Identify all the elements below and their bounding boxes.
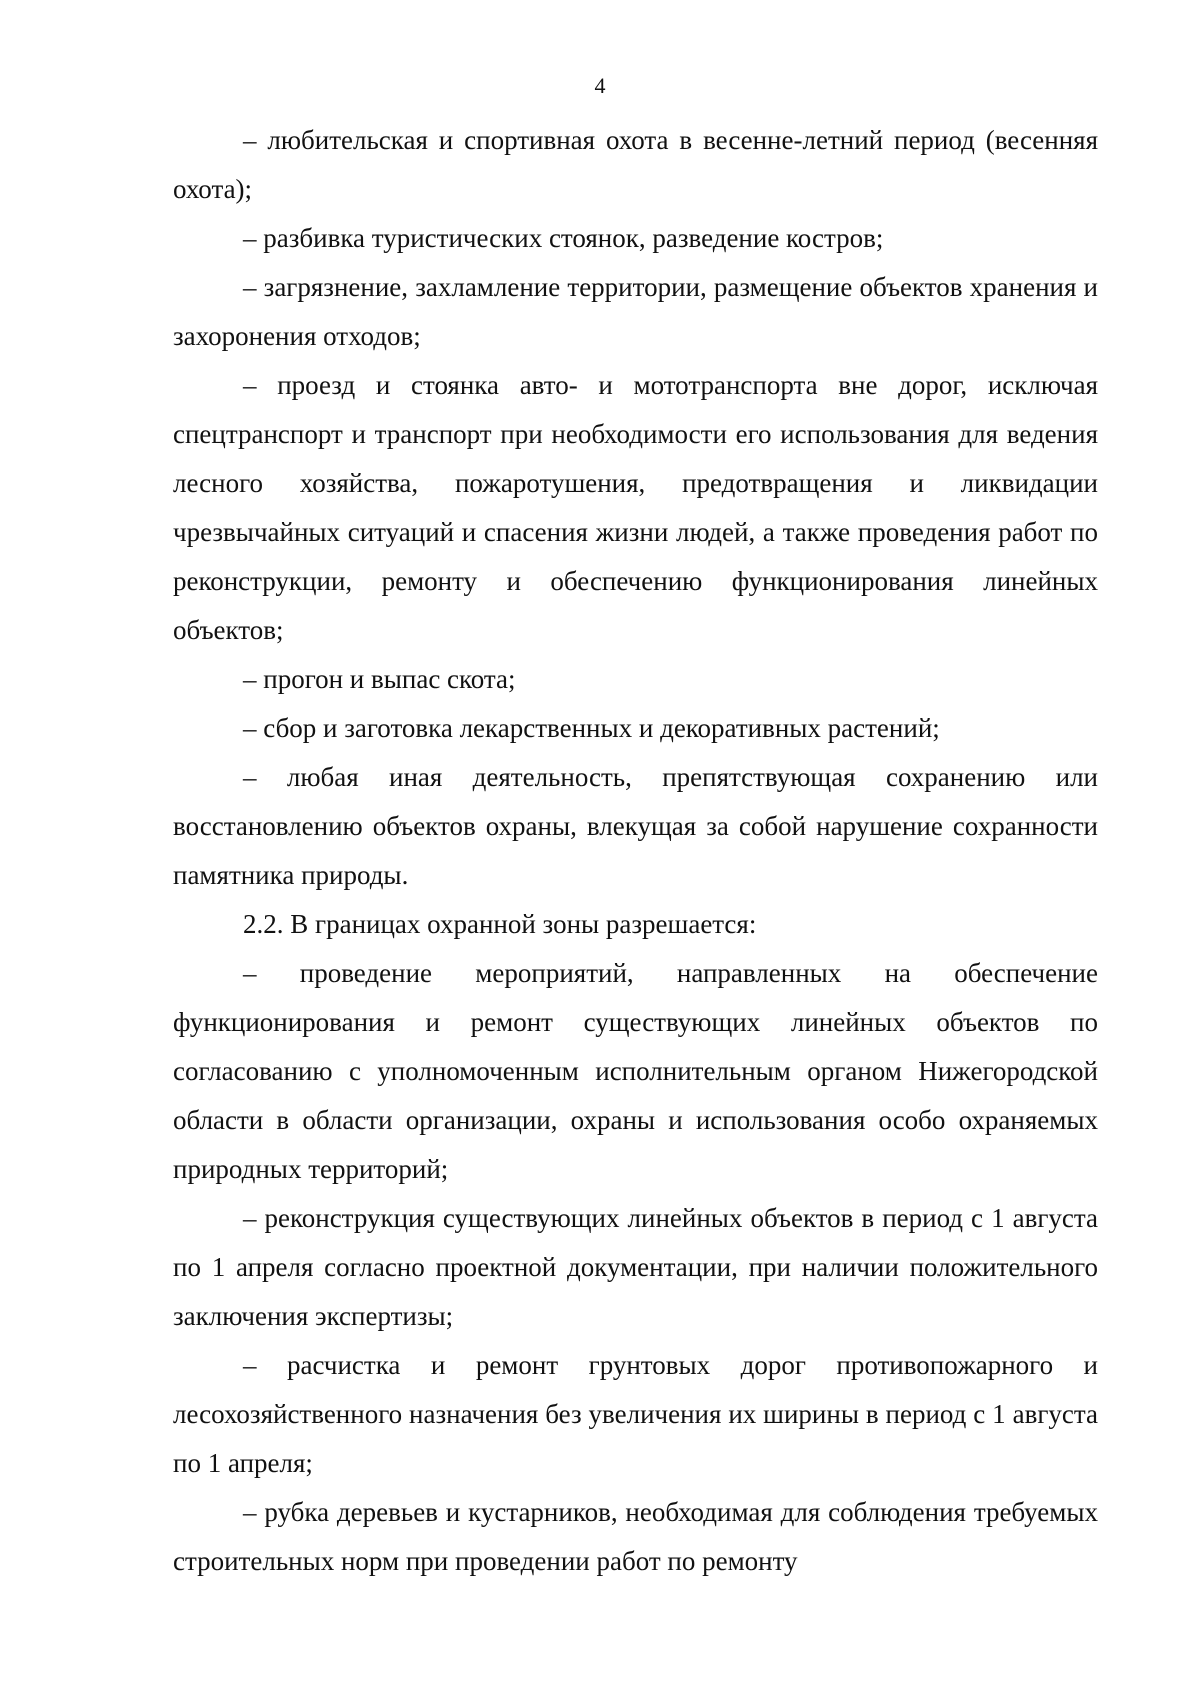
- list-item-livestock-grazing: – прогон и выпас скота;: [243, 664, 516, 694]
- list-item-plant-harvesting: – сбор и заготовка лекарственных и декоративных растений;: [243, 713, 940, 743]
- list-item-pollution: – загрязнение, захламление территории, размещение объектов хранения и захоронения отходов;: [173, 272, 1098, 351]
- list-item-linear-objects-reconstruction: – реконструкция существующих линейных объектов в период с 1 августа по 1 апреля согласно проектной документации, при наличии положительного заключения экспертизы;: [173, 1203, 1098, 1331]
- list-item-spring-hunting: – любительская и спортивная охота в весенне-летний период (весенняя охота);: [173, 125, 1098, 204]
- page-number: 4: [594, 73, 606, 98]
- section-heading-2-2: 2.2. В границах охранной зоны разрешается:: [243, 909, 757, 939]
- list-item-vehicle-traffic: – проезд и стоянка авто- и мототранспорта вне дорог, исключая спецтранспорт и транспорт при необходимости его использования для ведения лесного хозяйства, пожаротушения, предотвращения и ликвидации чрезвычайных ситуаций и спасения жизни людей, а также проведения работ по реконструкции, ремонту и обеспечению функционирования линейных объектов;: [173, 370, 1098, 645]
- list-item-linear-objects-maintenance: – проведение мероприятий, направленных на обеспечение функционирования и ремонт существующих линейных объектов по согласованию с уполномоченным исполнительным органом Нижегородской области в области организации, охраны и использования особо охраняемых природных территорий;: [173, 958, 1098, 1184]
- list-item-other-activity: – любая иная деятельность, препятствующая сохранению или восстановлению объектов охраны, влекущая за собой нарушение сохранности памятника природы.: [173, 762, 1098, 890]
- list-item-tree-cutting: – рубка деревьев и кустарников, необходимая для соблюдения требуемых строительных норм при проведении работ по ремонту: [173, 1497, 1098, 1576]
- list-item-tourist-camps: – разбивка туристических стоянок, разведение костров;: [243, 223, 884, 253]
- document-body: [173, 116, 1098, 1586]
- list-item-road-clearing: – расчистка и ремонт грунтовых дорог противопожарного и лесохозяйственного назначения без увеличения их ширины в период с 1 августа по 1 апреля;: [173, 1350, 1098, 1478]
